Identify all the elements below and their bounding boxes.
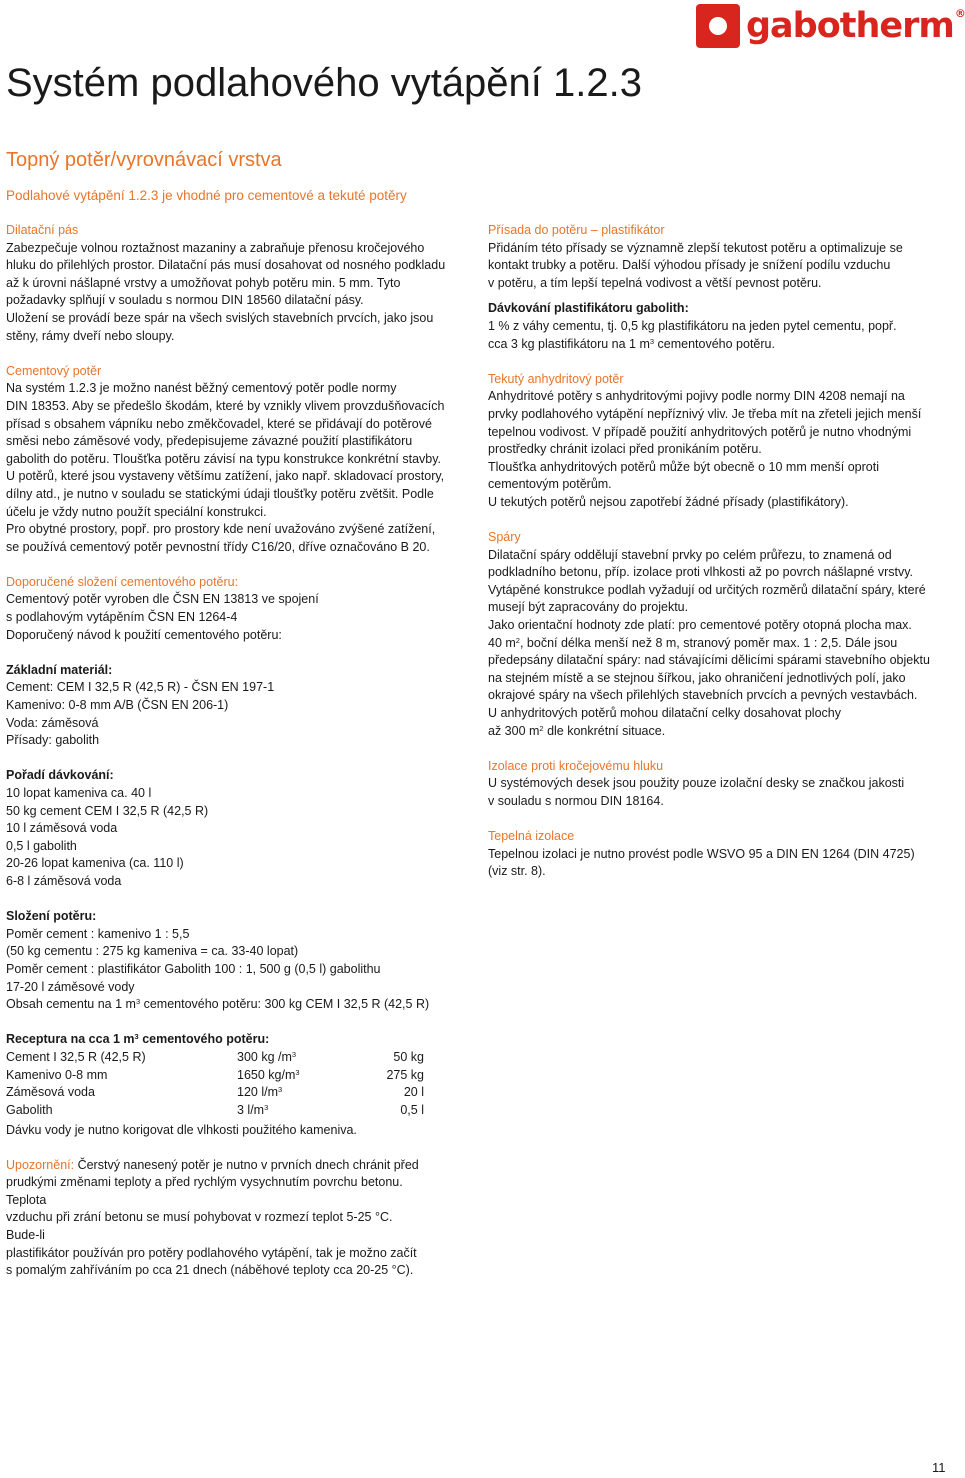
text-line: až k úrovni nášlapné vrstvy a umožňovat pohyb potěru min. 5 mm. Tyto xyxy=(6,275,401,290)
text-line: gabolith do potěru. Tloušťka potěru závisí na typu konstrukce konkrétní stavby. xyxy=(6,451,442,466)
text-line: až 300 $m^2$ dle konkrétní situace. xyxy=(488,723,666,738)
gabotherm-logo-icon xyxy=(696,4,740,48)
section-spary xyxy=(488,529,953,740)
bottom-notes xyxy=(6,1122,426,1280)
text-line: podkladního betonu, příp. izolace proti vlhkosti až po povrch nášlapné vrstvy. xyxy=(488,565,914,580)
text-line: musejí být zapracovány do projektu. xyxy=(488,600,689,615)
section-doporucene-slozeni xyxy=(6,574,468,644)
text-line: U tekutých potěrů nejsou zapotřebí žádné přísady (plastifikátory). xyxy=(488,494,849,509)
text-line: 10 l záměsová voda xyxy=(6,821,118,836)
section-izolace-krocej xyxy=(488,758,953,811)
text-line: Dilatační spáry oddělují stavební prvky po celém průřezu, to znamená od xyxy=(488,547,892,562)
text-line: U systémových desek jsou použity pouze izolační desky se značkou jakosti xyxy=(488,776,905,791)
text-line: účelu je vždy nutno použít speciální konstrukci. xyxy=(6,504,267,519)
text-line: Tepelnou izolaci je nutno provést podle WSVO 95 a DIN EN 1264 (DIN 4725) xyxy=(488,846,915,861)
text-line: 20-26 lopat kameniva (ca. 110 l) xyxy=(6,856,184,871)
table-cell: Gabolith xyxy=(6,1102,53,1117)
page-title: Systém podlahového vytápění 1.2.3 xyxy=(6,61,642,105)
table-row xyxy=(6,1049,424,1067)
brand-logo xyxy=(696,4,965,50)
text-line: Kamenivo: 0-8 mm A/B (ČSN EN 206-1) xyxy=(6,698,229,713)
section-prisada xyxy=(488,222,953,292)
text-line: Poměr cement : plastifikátor Gabolith 100 : 1, 500 g (0,5 l) gabolithu xyxy=(6,961,381,976)
water-note: Dávku vody je nutno korigovat dle vlhkosti použitého kameniva. xyxy=(6,1123,357,1137)
text-line: přísad s obsahem vápníku nebo změkčovadel, které se přidávají do potěrové xyxy=(6,416,432,431)
section-heading: Pořadí dávkování: xyxy=(6,768,114,783)
section-dilatacni-pas xyxy=(6,222,468,345)
section-receptura xyxy=(6,1031,468,1119)
text-line: požadavky splňují v souladu s normou DIN 18560 dilatační pásy. xyxy=(6,293,364,308)
recipe-table xyxy=(6,1049,424,1119)
section-heading: Dilatační pás xyxy=(6,223,79,237)
table-cell: 275 kg xyxy=(386,1067,424,1082)
table-cell: Záměsová voda xyxy=(6,1085,95,1100)
text-line: Vytápěné konstrukce podlah vyžadují od určitých rozměrů dilatační spáry, které xyxy=(488,582,926,597)
text-line: se používá cementový potěr pevnostní třídy C16/20, dříve označováno B 20. xyxy=(6,539,430,554)
text-line: Uložení se provádí beze spár na všech svislých stavebních prvcích, jako jsou xyxy=(6,310,434,325)
text-line: Tloušťka anhydritových potěrů může být obecně o 10 mm menší oproti xyxy=(488,459,879,474)
section-heading: Doporučené složení cementového potěru: xyxy=(6,574,239,589)
text-line: 1 % z váhy cementu, tj. 0,5 kg plastifikátoru na jeden pytel cementu, popř. xyxy=(488,318,897,333)
section-heading: Dávkování plastifikátoru gabolith: xyxy=(488,301,689,316)
page-number: 11 xyxy=(932,1460,946,1475)
intro-text: Podlahové vytápění 1.2.3 je vhodné pro cementové a tekuté potěry xyxy=(6,188,407,203)
text-line: v potěru, a tím lepší tepelná vodivost a větší pevnost potěru. xyxy=(488,275,822,290)
text-line: Jako orientační hodnoty zde platí: pro cementové potěry otopná plocha max. xyxy=(488,618,912,633)
table-cell: 3 $l/m^3$ xyxy=(237,1102,269,1117)
table-cell: Cement I 32,5 R (42,5 R) xyxy=(6,1049,146,1064)
text-line: 50 kg cement CEM I 32,5 R (42,5 R) xyxy=(6,803,209,818)
text-line: Obsah cementu na 1 $m^3$ cementového potěru: 300 kg CEM I 32,5 R (42,5 R) xyxy=(6,997,430,1012)
section-heading: Přísada do potěru – plastifikátor xyxy=(488,223,665,237)
text-line: prvky podlahového vytápění nepříznivý vliv. Je třeba mít na zřeteli jejich menší xyxy=(488,406,922,421)
section-tekuty-poter xyxy=(488,371,953,512)
text-line: 6-8 l záměsová voda xyxy=(6,873,122,888)
section-davkovani xyxy=(488,300,953,353)
warning-line: plastifikátor používán pro potěry podlahového vytápění, tak je možno začít xyxy=(6,1245,417,1260)
text-line: okrajové spáry na všech přilehlých stavebních prvcích a pevných vestavbách. xyxy=(488,688,918,703)
warning-line: prudkými změnami teploty a před rychlým vysychnutím povrchu betonu. Teplota xyxy=(6,1175,403,1207)
text-line: prostředky chránit izolaci před pronikáním potěru. xyxy=(488,442,762,457)
section-heading: Cementový potěr xyxy=(6,363,102,378)
table-cell: Kamenivo 0-8 mm xyxy=(6,1067,108,1082)
section-heading: Tepelná izolace xyxy=(488,829,575,844)
table-row xyxy=(6,1102,424,1120)
section-poradi-davkovani xyxy=(6,767,468,890)
table-cell: 50 kg xyxy=(393,1049,424,1064)
warning-line: s pomalým zahříváním po cca 21 dnech (náběhové teploty cca 20-25 °C). xyxy=(6,1263,414,1278)
table-cell: 120 $l/m^3$ xyxy=(237,1085,283,1100)
text-line: Přidáním této přísady se významně zlepší tekutost potěru a optimalizuje se xyxy=(488,240,903,255)
left-column xyxy=(6,222,468,1119)
text-line: Anhydritové potěry s anhydritovými pojivy podle normy DIN 4208 nemají na xyxy=(488,389,905,404)
text-line: tepelnou vodivost. V případě použití anhydritových potěrů je nutno vhodnými xyxy=(488,424,912,439)
section-slozeni-poteru xyxy=(6,908,468,1014)
table-cell: 20 l xyxy=(403,1085,424,1100)
warning-label: Upozornění: xyxy=(6,1157,75,1172)
text-line: s podlahovým vytápěním ČSN EN 1264-4 xyxy=(6,610,238,625)
table-row xyxy=(6,1084,424,1102)
section-heading: Receptura na cca 1 $m^3$ cementového potěru: xyxy=(6,1032,270,1047)
text-line: 17-20 l záměsové vody xyxy=(6,979,135,994)
text-line: stěny, rámy dveří nebo sloupy. xyxy=(6,328,175,343)
text-line: (viz str. 8). xyxy=(488,864,546,879)
text-line: směsi nebo záměsové vody, předepisujeme závazné použití plastifikátoru xyxy=(6,434,413,449)
text-line: U anhydritových potěrů mohou dilatační celky dosahovat plochy xyxy=(488,706,841,721)
text-line: Zabezpečuje volnou roztažnost mazaniny a zabraňuje přenosu kročejového xyxy=(6,240,425,255)
section-zakladni-material xyxy=(6,662,468,750)
text-line: v souladu s normou DIN 18164. xyxy=(488,794,664,808)
section-cementovy-poter xyxy=(6,363,468,557)
warning-line: Upozornění: Čerstvý nanesený potěr je nutno v prvních dnech chránit před xyxy=(6,1157,419,1172)
text-line: Voda: záměsová xyxy=(6,715,99,730)
table-cell: 1650 $kg/m^3$ xyxy=(237,1067,300,1082)
brand-name: gabotherm® xyxy=(746,6,965,46)
section-heading: Složení potěru: xyxy=(6,909,97,924)
section-heading: Spáry xyxy=(488,530,521,545)
right-column xyxy=(488,222,953,881)
text-line: cca 3 kg plastifikátoru na 1 $m^3$ cementového potěru. xyxy=(488,336,775,351)
text-line: Cement: CEM I 32,5 R (42,5 R) - ČSN EN 197-1 xyxy=(6,680,275,695)
table-row xyxy=(6,1067,424,1085)
text-line: (50 kg cementu : 275 kg kameniva = ca. 33-40 lopat) xyxy=(6,944,299,959)
text-line: U potěrů, které jsou vystaveny většímu zatížení, jako např. skladovací prostory, xyxy=(6,469,445,484)
text-line: 40 $m^2$, boční délka menší než 8 m, stranový poměr max. 1 : 2,5. Dále jsou xyxy=(488,635,898,650)
text-line: DIN 18353. Aby se předešlo škodám, které by vznikly vlivem provzdušňovacích xyxy=(6,398,445,413)
table-cell: 300 kg $/m^3$ xyxy=(237,1049,297,1064)
text-line: Na systém 1.2.3 je možno nanést běžný cementový potěr podle normy xyxy=(6,381,397,396)
text-line: na stejném místě a se stejnou šířkou, jako ohraničení jednotlivých polí, jako xyxy=(488,670,906,685)
text-line: 10 lopat kameniva ca. 40 l xyxy=(6,786,152,800)
text-line: dílny atd., je nutno v souladu se statickými údaji tloušťky potěru zvětšit. Podle xyxy=(6,486,434,501)
page-subtitle: Topný potěr/vyrovnávací vrstva xyxy=(6,149,282,171)
text-line: 0,5 l gabolith xyxy=(6,838,77,853)
text-line: Přísady: gabolith xyxy=(6,733,100,748)
text-line: Pro obytné prostory, popř. pro prostory kde není uvažováno zvýšené zatížení, xyxy=(6,522,436,537)
section-tepelna-izolace xyxy=(488,828,953,881)
text-line: Doporučený návod k použití cementového potěru: xyxy=(6,627,282,642)
text-line: hluku do přilehlých prostor. Dilatační pás musí dosahovat od nosného podkladu xyxy=(6,258,446,273)
text-line: kontakt trubky a potěru. Další výhodou přísady je snížení podílu vzduchu xyxy=(488,258,891,273)
warning-line: vzduchu při zrání betonu se musí pohybovat v rozmezí teplot 5-25 °C. Bude-li xyxy=(6,1210,393,1242)
text-line: Poměr cement : kamenivo 1 : 5,5 xyxy=(6,926,190,941)
section-heading: Tekutý anhydritový potěr xyxy=(488,371,624,386)
text-line: Cementový potěr vyroben dle ČSN EN 13813 ve spojení xyxy=(6,592,319,607)
text-line: cementovým potěrům. xyxy=(488,477,612,492)
table-cell: 0,5 l xyxy=(400,1102,424,1117)
section-heading: Základní materiál: xyxy=(6,662,113,677)
section-heading: Izolace proti kročejovému hluku xyxy=(488,758,664,773)
text-line: předepsány dilatační spáry: nad stávajícími dělicími spárami stavebního objektu xyxy=(488,653,930,668)
